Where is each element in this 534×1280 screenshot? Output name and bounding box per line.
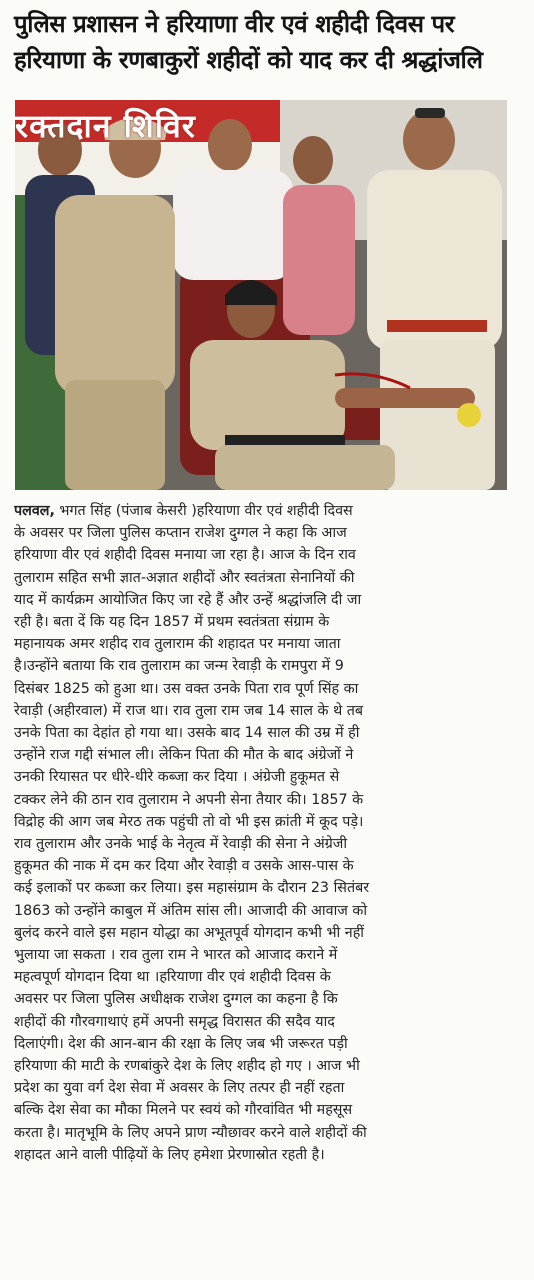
article-line: भुलाया जा सकता । राव तुला राम ने भारत को आजाद कराने में — [14, 947, 338, 964]
article-line: उनके पिता का देहांत हो गया था। उसके बाद 14 साल की उम्र में ही — [14, 725, 360, 742]
article-line: विद्रोह की आग जब मेरठ तक पहुंची तो वो भी इस क्रांती में कूद पड़े। — [14, 813, 364, 830]
headline-line: पुलिस प्रशासन ने हरियाणा वीर एवं शहीदी दिवस पर — [14, 10, 455, 38]
article-line: बल्कि देश सेवा का मौका मिलने पर स्वयं को गौरवांवित भी महसूस — [14, 1102, 353, 1119]
article-line: रेवाड़ी (अहीरवाल) में राज था। राव तुला राम जब 14 साल के थे तब — [14, 702, 364, 719]
article-line: शहादत आने वाली पीढ़ियों के लिए हमेशा प्रेरणास्रोत रहती है। — [14, 1146, 325, 1163]
blood-donation-camp-photo — [15, 100, 507, 490]
article-line: के अवसर पर जिला पुलिस कप्तान राजेश दुग्गल ने कहा कि आज — [14, 525, 347, 542]
article-line — [14, 500, 520, 522]
article-line: 1863 को उन्होंने काबुल में अंतिम सांस ली। आजादी की आवाज को — [14, 902, 368, 919]
article-line: कई इलाकों पर कब्जा कर लिया। इस महासंग्राम के दौरान 23 सितंबर — [14, 880, 370, 897]
article-line: प्रदेश का युवा वर्ग देश सेवा में अवसर के लिए तत्पर ही नहीं रहता — [14, 1080, 345, 1097]
article-line: बुलंद करने वाले इस महान योद्धा का अभूतपूर्व योगदान कभी भी नहीं — [14, 924, 364, 941]
article-line: राव तुलाराम और उनके भाई के नेतृत्व में रेवाड़ी की सेना ने अंग्रेजी — [14, 836, 348, 853]
article-line: रही है। बता दें कि यह दिन 1857 में प्रथम स्वतंत्रता संग्राम के — [14, 614, 330, 631]
article-line: हुकूमत की नाक में दम कर दिया और रेवाड़ी व उसके आस-पास के — [14, 858, 354, 875]
dateline: पलवल, — [14, 503, 55, 519]
article-line: है।उन्होंने बताया कि राव तुलाराम का जन्म रेवाड़ी के रामपुरा में 9 — [14, 658, 344, 675]
headline-line: हरियाणा के रणबाकुरों शहीदों को याद कर दी श्रद्धांजलि — [14, 46, 483, 74]
article-line: हरियाणा की माटी के रणबांकुरे देश के लिए शहीद हो गए । आज भी — [14, 1058, 360, 1075]
article-line: महत्वपूर्ण योगदान दिया था ।हरियाणा वीर एवं शहीदी दिवस के — [14, 969, 331, 986]
article-line: शहीदों की गौरवगाथाएं हमें अपनी समृद्ध विरासत की सदैव याद — [14, 1013, 335, 1030]
article-line: उन्होंने राज गद्दी संभाल ली। लेकिन पिता की मौत के बाद अंग्रेजों ने — [14, 747, 354, 764]
article-line: अवसर पर जिला पुलिस अधीक्षक राजेश दुग्गल का कहना है कि — [14, 991, 338, 1008]
article-line: महानायक अमर शहीद राव तुलाराम की शहादत पर मनाया जाता — [14, 636, 341, 653]
article-line: उनकी रियासत पर धीरे-धीरे कब्जा कर दिया । अंग्रेजी हुकूमत से — [14, 769, 340, 786]
news-photo — [15, 100, 507, 490]
article-line: तुलाराम सहित सभी ज्ञात-अज्ञात शहीदों और स्वतंत्रता सेनानियों की — [14, 569, 355, 586]
headline — [14, 6, 524, 78]
article-line: टक्कर लेने की ठान राव तुलाराम ने अपनी सेना तैयार की। 1857 के — [14, 791, 364, 808]
banner-text: रक्तदान शिविर — [15, 107, 196, 145]
article-line: करता है। मातृभूमि के लिए अपने प्राण न्यौछावर करने वाले शहीदों की — [14, 1124, 367, 1141]
article-line: याद में कार्यक्रम आयोजित किए जा रहे हैं और उन्हें श्रद्धांजलि दी जा — [14, 591, 362, 608]
article-line: हरियाणा वीर एवं शहीदी दिवस मनाया जा रहा है। आज के दिन राव — [14, 547, 356, 564]
article-body — [14, 500, 520, 1166]
article-line-text: भगत सिंह (पंजाब केसरी )हरियाणा वीर एवं शहीदी दिवस — [54, 503, 353, 519]
article-line: दिसंबर 1825 को हुआ था। उस वक्त उनके पिता राव पूर्ण सिंह का — [14, 680, 359, 697]
article-line: दिलाएंगी। देश की आन-बान की रक्षा के लिए जब भी जरूरत पड़ी — [14, 1035, 348, 1052]
